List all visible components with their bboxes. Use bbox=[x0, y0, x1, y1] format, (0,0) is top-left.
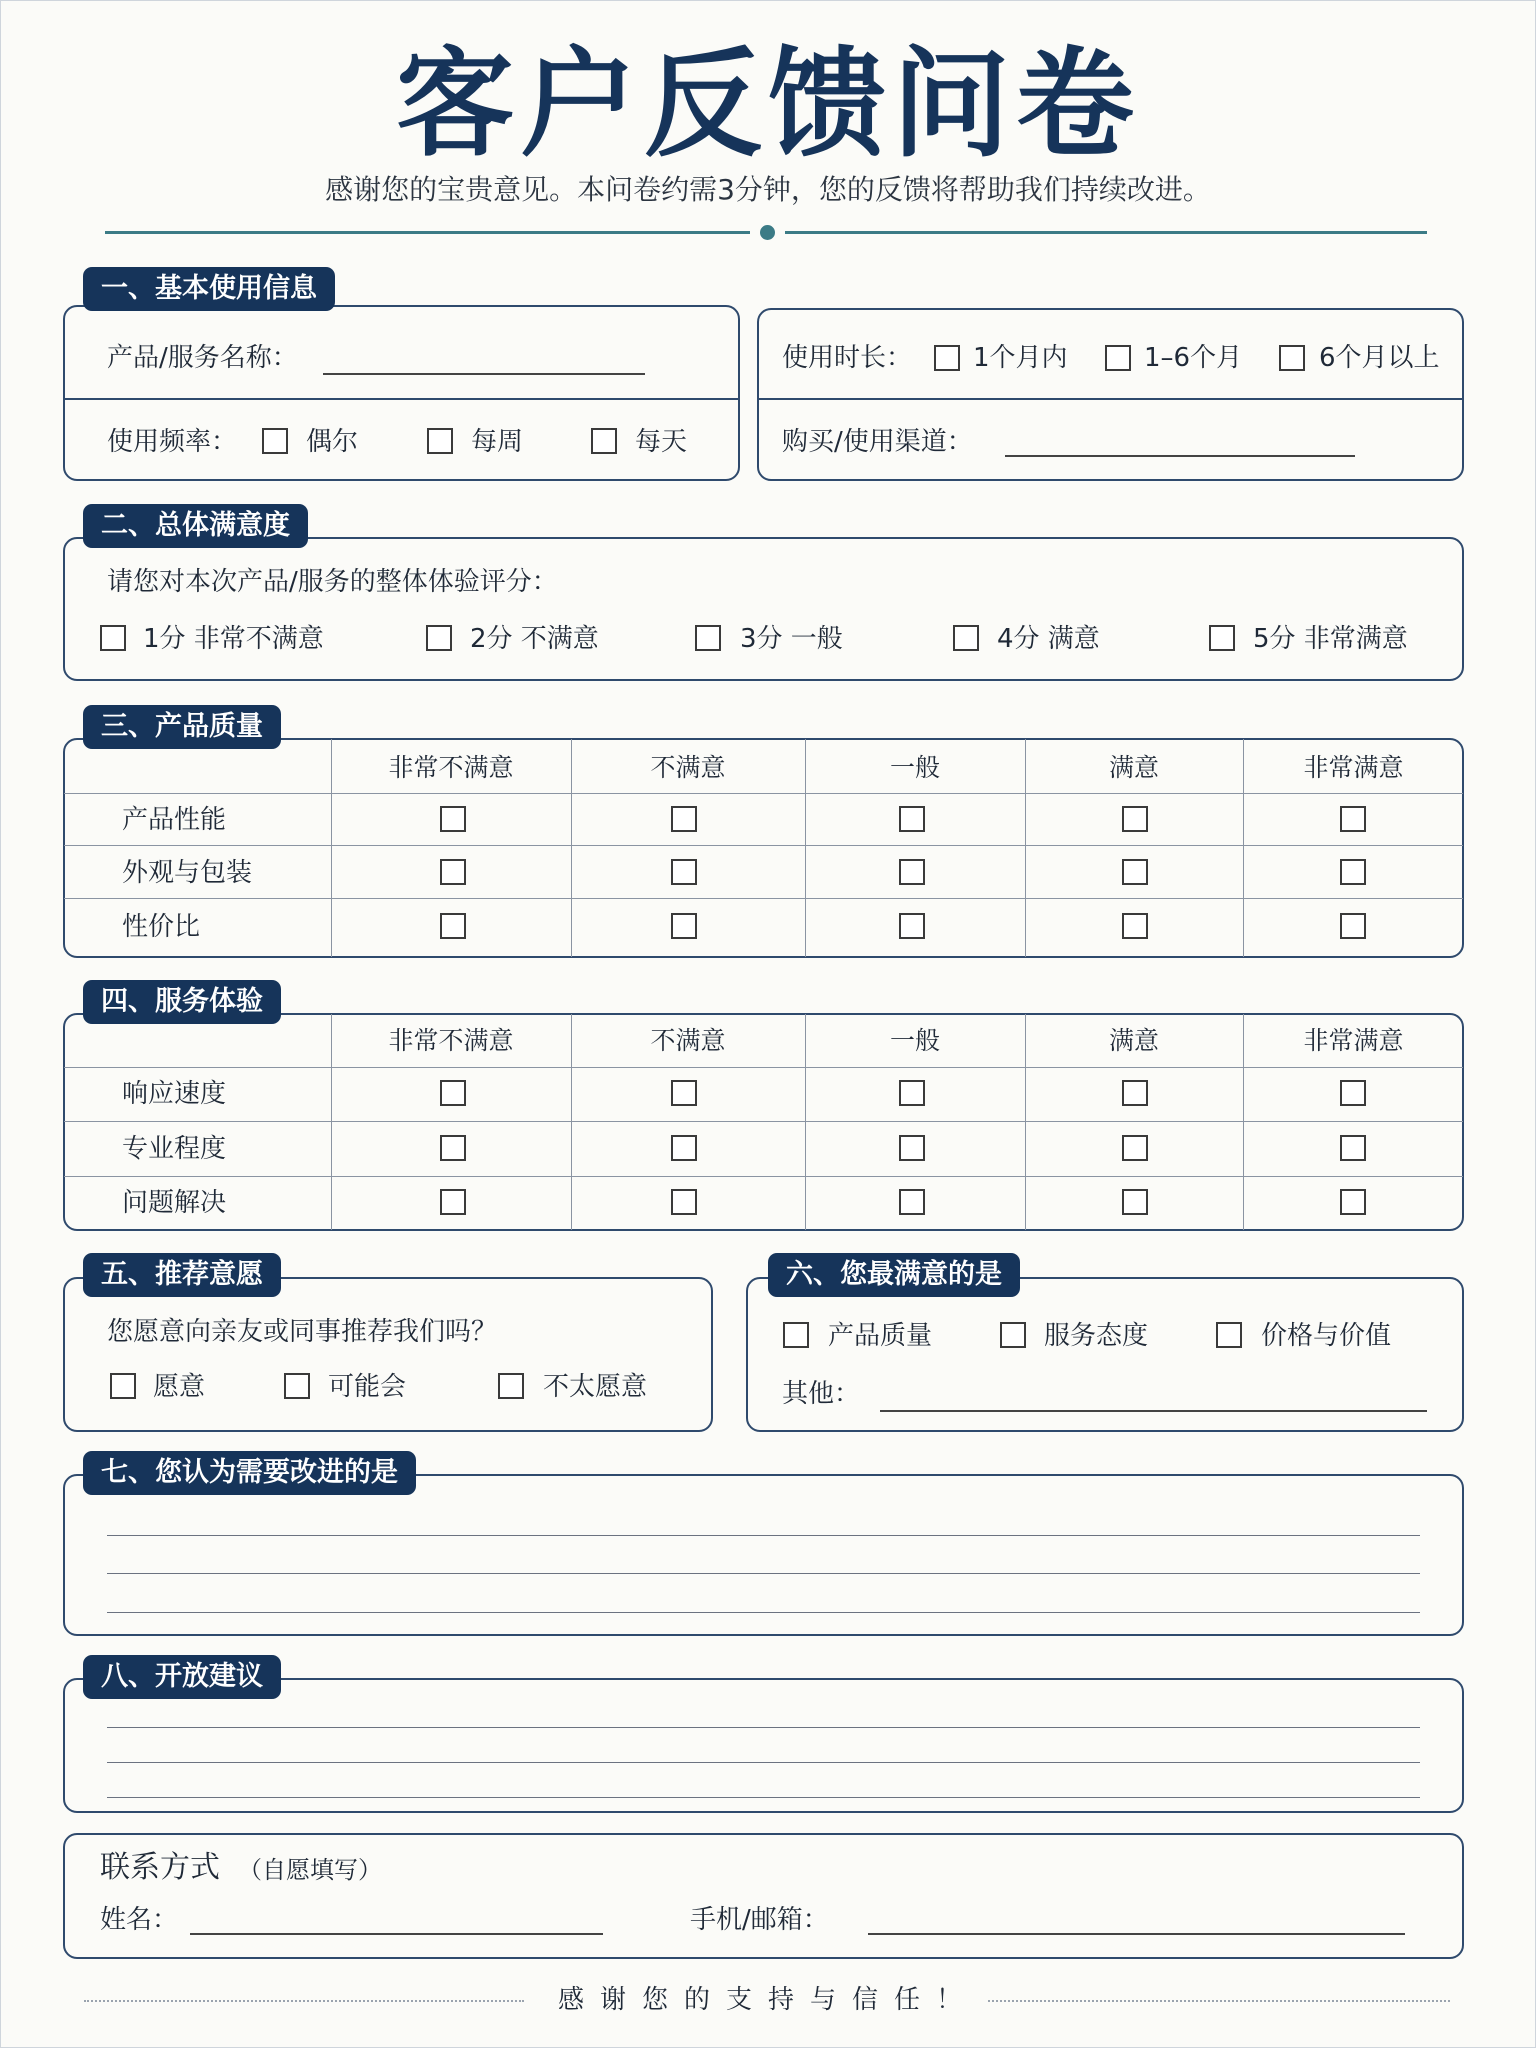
frequency-checkbox-1[interactable] bbox=[262, 428, 288, 454]
section4-tag: 四、服务体验 bbox=[83, 980, 281, 1024]
suggestion-writing-line-3[interactable] bbox=[107, 1797, 1420, 1798]
section3-row-label-2: 外观与包装 bbox=[122, 858, 253, 888]
section1-right-divider bbox=[757, 398, 1464, 400]
frequency-checkbox-2[interactable] bbox=[427, 428, 453, 454]
service-resolution-checkbox-3[interactable] bbox=[899, 1189, 925, 1215]
section5-tag: 五、推荐意愿 bbox=[83, 1253, 281, 1297]
favorite-option-1: 产品质量 bbox=[828, 1321, 933, 1351]
section4-grid-row-3 bbox=[64, 1176, 1463, 1177]
duration-checkbox-3[interactable] bbox=[1279, 345, 1305, 371]
duration-option-1: 1个月内 bbox=[973, 343, 1068, 373]
section3-grid-row-3 bbox=[64, 898, 1463, 899]
favorite-option-3: 价格与价值 bbox=[1261, 1321, 1392, 1351]
service-speed-checkbox-4[interactable] bbox=[1122, 1080, 1148, 1106]
quality-performance-checkbox-3[interactable] bbox=[899, 806, 925, 832]
section2-box bbox=[63, 537, 1464, 681]
service-resolution-checkbox-2[interactable] bbox=[671, 1189, 697, 1215]
quality-value-checkbox-1[interactable] bbox=[440, 913, 466, 939]
channel-label: 购买/使用渠道： bbox=[782, 427, 973, 457]
satisfaction-question: 请您对本次产品/服务的整体体验评分： bbox=[107, 567, 558, 597]
frequency-label: 使用频率： bbox=[107, 427, 238, 457]
service-expertise-checkbox-2[interactable] bbox=[671, 1135, 697, 1161]
satisfaction-option-3: 3分 一般 bbox=[740, 624, 843, 654]
service-resolution-checkbox-4[interactable] bbox=[1122, 1189, 1148, 1215]
section1-tag: 一、基本使用信息 bbox=[83, 267, 335, 311]
section8-tag: 八、开放建议 bbox=[83, 1655, 281, 1699]
section3-col-header-2: 不满意 bbox=[650, 753, 726, 782]
section4-col-header-1: 非常不满意 bbox=[388, 1026, 514, 1055]
satisfaction-checkbox-4[interactable] bbox=[953, 625, 979, 651]
divider-dot bbox=[760, 225, 775, 240]
section7-tag: 七、您认为需要改进的是 bbox=[83, 1451, 416, 1495]
name-field[interactable] bbox=[190, 1933, 603, 1935]
quality-performance-checkbox-4[interactable] bbox=[1122, 806, 1148, 832]
favorite-option-2: 服务态度 bbox=[1044, 1321, 1149, 1351]
quality-performance-checkbox-1[interactable] bbox=[440, 806, 466, 832]
quality-appearance-checkbox-4[interactable] bbox=[1122, 859, 1148, 885]
contact-title: 联系方式 bbox=[100, 1850, 220, 1885]
satisfaction-option-1: 1分 非常不满意 bbox=[143, 624, 324, 654]
name-label: 姓名： bbox=[100, 1905, 179, 1935]
satisfaction-option-5: 5分 非常满意 bbox=[1253, 624, 1408, 654]
duration-option-3: 6个月以上 bbox=[1319, 343, 1440, 373]
phone-email-field[interactable] bbox=[868, 1933, 1405, 1935]
phone-email-label: 手机/邮箱： bbox=[690, 1905, 829, 1935]
satisfaction-checkbox-3[interactable] bbox=[695, 625, 721, 651]
service-expertise-checkbox-3[interactable] bbox=[899, 1135, 925, 1161]
recommend-option-3: 不太愿意 bbox=[543, 1372, 648, 1402]
contact-note: （自愿填写） bbox=[238, 1856, 382, 1884]
suggestion-writing-line-1[interactable] bbox=[107, 1727, 1420, 1728]
improve-writing-line-1[interactable] bbox=[107, 1535, 1420, 1536]
section2-tag: 二、总体满意度 bbox=[83, 504, 308, 548]
frequency-option-1: 偶尔 bbox=[306, 427, 359, 457]
section4-col-header-4: 满意 bbox=[1108, 1026, 1159, 1055]
service-resolution-checkbox-5[interactable] bbox=[1340, 1189, 1366, 1215]
product-name-field[interactable] bbox=[323, 373, 645, 375]
quality-value-checkbox-4[interactable] bbox=[1122, 913, 1148, 939]
favorite-checkbox-1[interactable] bbox=[783, 1322, 809, 1348]
footer-thanks: 感谢您的支持与信任！ bbox=[557, 1985, 978, 2015]
section3-col-header-1: 非常不满意 bbox=[388, 753, 514, 782]
satisfaction-option-4: 4分 满意 bbox=[997, 624, 1100, 654]
section4-col-header-2: 不满意 bbox=[650, 1026, 726, 1055]
favorite-checkbox-2[interactable] bbox=[1000, 1322, 1026, 1348]
section4-row-label-2: 专业程度 bbox=[122, 1134, 227, 1164]
quality-appearance-checkbox-3[interactable] bbox=[899, 859, 925, 885]
section3-grid-row-1 bbox=[64, 793, 1463, 794]
quality-appearance-checkbox-1[interactable] bbox=[440, 859, 466, 885]
section4-col-header-5: 非常满意 bbox=[1303, 1026, 1404, 1055]
section3-col-header-4: 满意 bbox=[1108, 753, 1159, 782]
recommend-option-1: 愿意 bbox=[153, 1372, 206, 1402]
quality-performance-checkbox-5[interactable] bbox=[1340, 806, 1366, 832]
section3-tag: 三、产品质量 bbox=[83, 705, 281, 749]
satisfaction-checkbox-5[interactable] bbox=[1209, 625, 1235, 651]
other-label: 其他： bbox=[782, 1379, 861, 1409]
quality-performance-checkbox-2[interactable] bbox=[671, 806, 697, 832]
page-subtitle: 感谢您的宝贵意见。本问卷约需3分钟，您的反馈将帮助我们持续改进。 bbox=[325, 173, 1211, 206]
duration-label: 使用时长： bbox=[782, 343, 913, 373]
improve-writing-line-2[interactable] bbox=[107, 1573, 1420, 1574]
quality-value-checkbox-3[interactable] bbox=[899, 913, 925, 939]
frequency-option-3: 每天 bbox=[635, 427, 688, 457]
improve-writing-line-3[interactable] bbox=[107, 1612, 1420, 1613]
favorite-checkbox-3[interactable] bbox=[1216, 1322, 1242, 1348]
section1-left-divider bbox=[63, 398, 740, 400]
contact-box bbox=[63, 1833, 1464, 1959]
section4-row-label-1: 响应速度 bbox=[122, 1079, 227, 1109]
quality-appearance-checkbox-5[interactable] bbox=[1340, 859, 1366, 885]
page-title: 客户反馈问卷 bbox=[395, 35, 1140, 173]
section4-col-header-3: 一般 bbox=[889, 1026, 940, 1055]
recommend-checkbox-3[interactable] bbox=[498, 1373, 524, 1399]
section4-grid-row-2 bbox=[64, 1121, 1463, 1122]
duration-checkbox-1[interactable] bbox=[934, 345, 960, 371]
frequency-option-2: 每周 bbox=[471, 427, 524, 457]
frequency-checkbox-3[interactable] bbox=[591, 428, 617, 454]
section4-row-label-3: 问题解决 bbox=[122, 1188, 227, 1218]
service-speed-checkbox-5[interactable] bbox=[1340, 1080, 1366, 1106]
service-speed-checkbox-2[interactable] bbox=[671, 1080, 697, 1106]
section6-tag: 六、您最满意的是 bbox=[768, 1253, 1020, 1297]
section3-row-label-1: 产品性能 bbox=[122, 805, 227, 835]
service-expertise-checkbox-5[interactable] bbox=[1340, 1135, 1366, 1161]
satisfaction-option-2: 2分 不满意 bbox=[470, 624, 599, 654]
duration-option-2: 1–6个月 bbox=[1144, 343, 1243, 373]
section3-row-label-3: 性价比 bbox=[122, 912, 201, 942]
recommend-checkbox-2[interactable] bbox=[284, 1373, 310, 1399]
section3-col-header-5: 非常满意 bbox=[1303, 753, 1404, 782]
section3-col-header-3: 一般 bbox=[889, 753, 940, 782]
section4-grid-row-1 bbox=[64, 1067, 1463, 1068]
quality-value-checkbox-5[interactable] bbox=[1340, 913, 1366, 939]
recommend-checkbox-1[interactable] bbox=[110, 1373, 136, 1399]
satisfaction-checkbox-2[interactable] bbox=[426, 625, 452, 651]
other-field[interactable] bbox=[880, 1410, 1427, 1412]
service-speed-checkbox-3[interactable] bbox=[899, 1080, 925, 1106]
service-speed-checkbox-1[interactable] bbox=[440, 1080, 466, 1106]
duration-checkbox-2[interactable] bbox=[1105, 345, 1131, 371]
divider-left bbox=[105, 231, 750, 234]
quality-value-checkbox-2[interactable] bbox=[671, 913, 697, 939]
section5-box bbox=[63, 1277, 713, 1432]
quality-appearance-checkbox-2[interactable] bbox=[671, 859, 697, 885]
suggestion-writing-line-2[interactable] bbox=[107, 1762, 1420, 1763]
service-expertise-checkbox-1[interactable] bbox=[440, 1135, 466, 1161]
channel-field[interactable] bbox=[1005, 455, 1355, 457]
service-expertise-checkbox-4[interactable] bbox=[1122, 1135, 1148, 1161]
recommend-option-2: 可能会 bbox=[328, 1372, 407, 1402]
recommend-question: 您愿意向亲友或同事推荐我们吗？ bbox=[107, 1317, 498, 1347]
satisfaction-checkbox-1[interactable] bbox=[100, 625, 126, 651]
section3-grid-row-2 bbox=[64, 845, 1463, 846]
service-resolution-checkbox-1[interactable] bbox=[440, 1189, 466, 1215]
divider-right bbox=[785, 231, 1427, 234]
product-name-label: 产品/服务名称： bbox=[107, 343, 298, 373]
